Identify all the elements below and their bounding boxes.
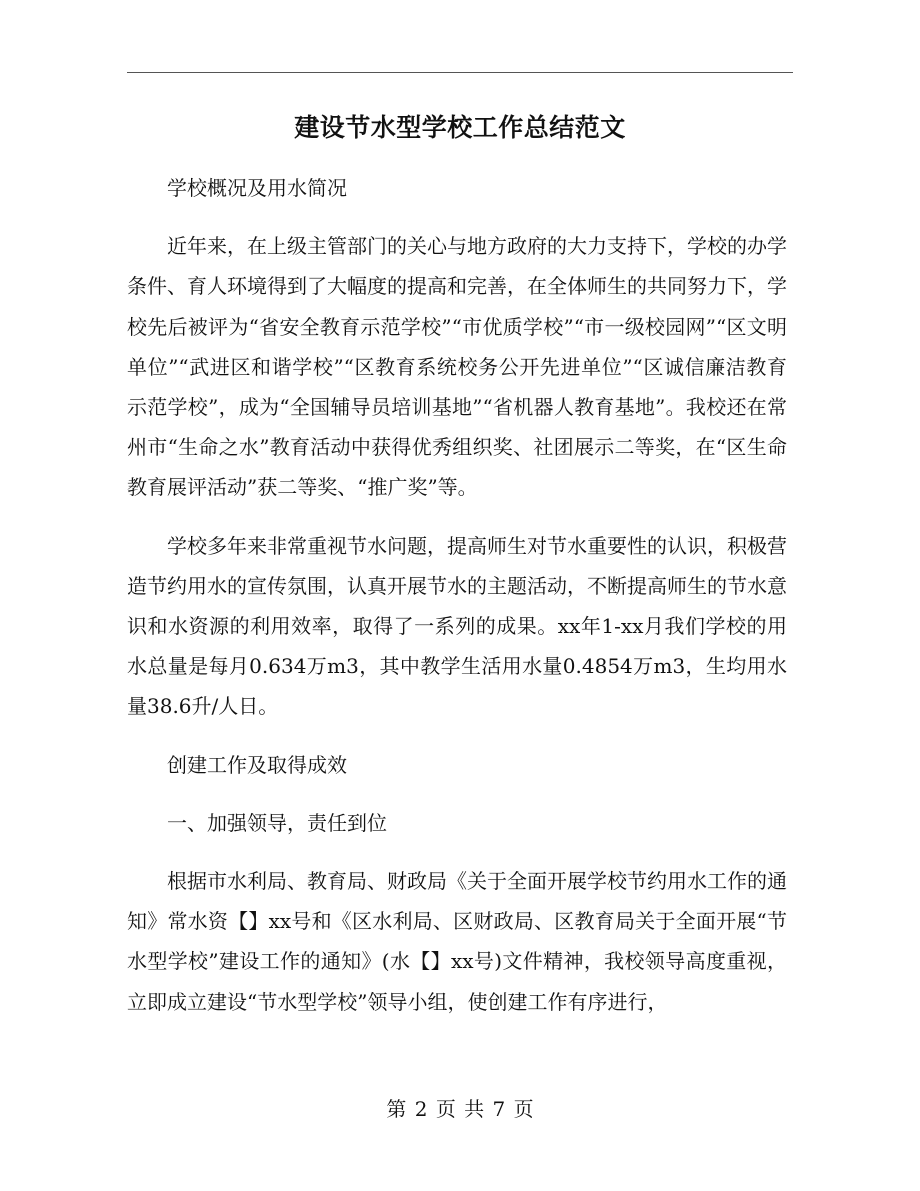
paragraph-honors: 近年来，在上级主管部门的关心与地方政府的大力支持下，学校的办学条件、育人环境得到了大幅度的提高和完善，在全体师生的共同努力下，学校先后被评为“省安全教育示范学校”“市优质学校”“市一级校园网”“区文明单位”“武进区和谐学校”“区教育系统校务公开先进单位”“区诚信廉洁教育示范学校”，成为“全国辅导员培训基地”“省机器人教育基地”。我校还在常州市“生命之水”教育活动中获得优秀组织奖、社团展示二等奖，在“区生命教育展评活动”获二等奖、“推广奖”等。 [127,234,787,500]
paragraph-leadership: 根据市水利局、教育局、财政局《关于全面开展学校节约用水工作的通知》常水资【】xx号和《区水利局、区财政局、区教育局关于全面开展“节水型学校”建设工作的通知》(水【】xx号)文件精神，我校领导高度重视，立即成立建设“节水型学校”领导小组，使创建工作有序进行， [127,869,787,1014]
section-heading-overview: 学校概况及用水简况 [167,176,347,200]
page-number: 第 2 页 共 7 页 [386,1097,534,1121]
header-rule [127,72,793,73]
section-heading-leadership: 一、加强领导，责任到位 [167,810,387,835]
paragraph-water-usage: 学校多年来非常重视节水问题，提高师生对节水重要性的认识，积极营造节约用水的宣传氛围，认真开展节水的主题活动，不断提高师生的节水意识和水资源的利用效率，取得了一系列的成果。xx年1-xx月我们学校的用水总量是每月0.634万m3，其中教学生活用水量0.4854万m3，生均用水量38.6升/人日。 [127,533,787,719]
document-title: 建设节水型学校工作总结范文 [294,113,626,142]
document-body [127,168,787,1040]
section-heading-achievements: 创建工作及取得成效 [167,752,347,777]
